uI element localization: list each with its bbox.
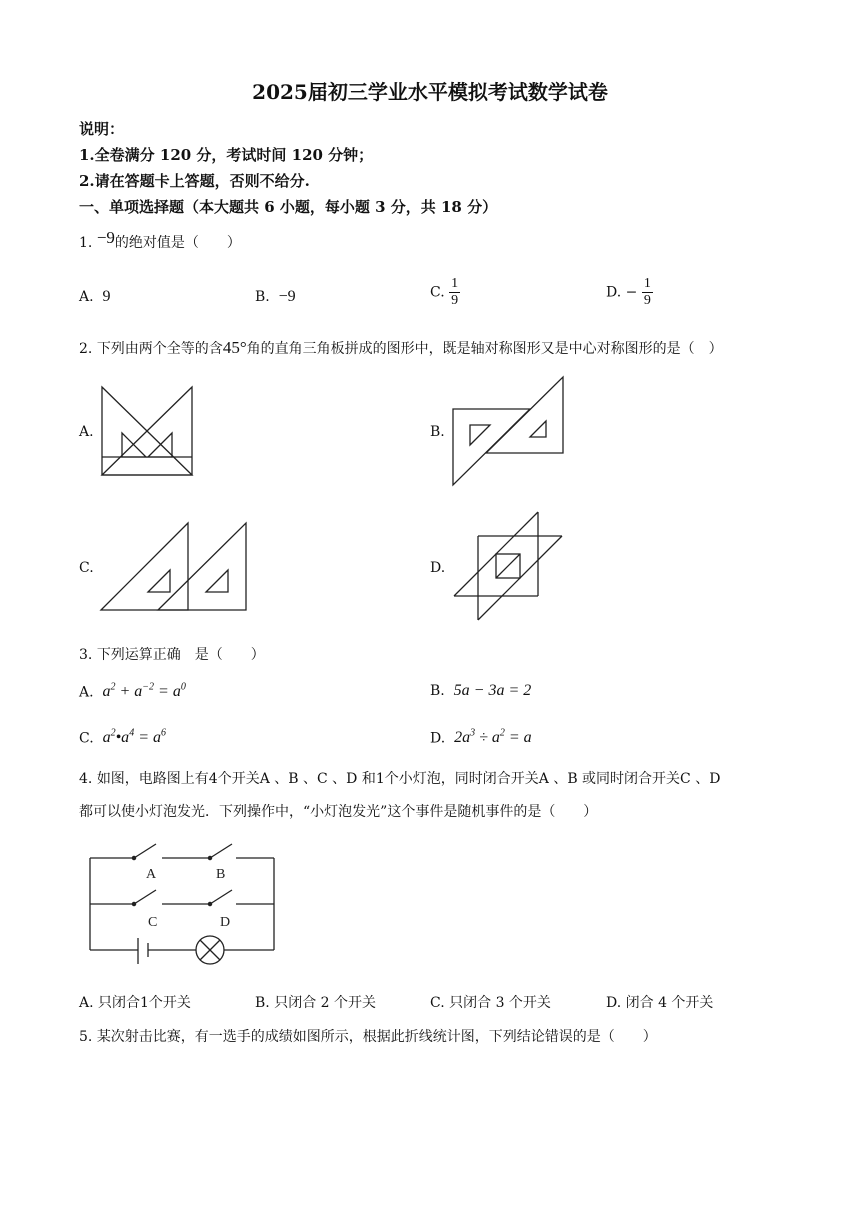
q2-figure-b <box>450 375 566 489</box>
instructions-label: 说明： <box>79 120 125 138</box>
q3-option-c: C. $a^2•a^4 = a^6$ <box>79 728 166 747</box>
q4-option-b: B. 只闭合 2 个开关 <box>255 995 376 1011</box>
question-4-line-2: 都可以使小灯泡发光．下列操作中，“小灯泡发光”这个事件是随机事件的是（ ） <box>79 804 598 820</box>
q3-d-expression: $2a^3 \div a^2 = a$ <box>454 728 532 747</box>
q1-option-a: A. 9 <box>79 288 111 305</box>
switch-label-a: A <box>146 867 157 882</box>
q2-option-d-label: D. <box>430 560 446 576</box>
q2-figure-c <box>100 520 250 614</box>
q4-option-a: A. 只闭合1个开关 <box>79 995 191 1011</box>
q1-option-d: D. − $\frac{1}{9}$ <box>606 276 651 308</box>
q3-option-b: B. 5a − 3a = 2 <box>430 682 532 699</box>
question-number: 1. <box>79 235 93 251</box>
question-4-line-1: 4. 如图，电路图上有4个开关A 、B 、C 、D 和1个小灯泡，同时闭合开关A 、B 或同时闭合开关C 、D <box>79 771 721 787</box>
question-5: 5. 某次射击比赛，有一选手的成绩如图所示，根据此折线统计图，下列结论错误的是（ ） <box>79 1029 657 1045</box>
q4-option-c: C. 只闭合 3 个开关 <box>430 995 551 1011</box>
instructions-line-1: 1.全卷满分 120 分，考试时间 120 分钟； <box>79 146 374 164</box>
q2-figure-d <box>452 510 566 624</box>
question-1 <box>79 228 241 252</box>
q3-c-expression: $a^2•a^4 = a^6$ <box>102 728 166 747</box>
switch-label-d: D <box>220 915 231 930</box>
q1-text: 的绝对值是（ ） <box>114 235 241 251</box>
instructions-line-2: 2.请在答题卡上答题，否则不给分. <box>79 172 310 190</box>
q4-circuit-diagram <box>86 842 278 970</box>
q2-option-b-label: B. <box>430 424 445 440</box>
q1-option-c: C. $\frac{1}{9}$ <box>430 276 459 308</box>
switch-label-b: B <box>216 867 226 882</box>
section-1-title: 一、单项选择题（本大题共 6 小题，每小题 3 分，共 18 分） <box>79 198 498 216</box>
fraction: $\frac{1}{9}$ <box>451 276 459 308</box>
q2-option-a-label: A. <box>79 424 94 440</box>
switch-label-c: C <box>148 915 158 930</box>
q3-option-a: A. $a^2 + a^{-2} = a^0$ <box>79 682 186 701</box>
question-2: 2. 下列由两个全等的含45°角的直角三角板拼成的图形中，既是轴对称图形又是中心对称图形的是（ ） <box>79 338 723 357</box>
q3-option-d: D. $2a^3 \div a^2 = a$ <box>430 728 532 747</box>
page-title: 2025届初三学业水平模拟考试数学试卷 <box>252 80 608 104</box>
q2-option-c-label: C. <box>79 560 94 576</box>
q2-figure-a <box>100 385 196 479</box>
q1-option-b: B. −9 <box>255 288 296 305</box>
q1-expression: −9 <box>96 228 115 247</box>
q3-a-expression: $a^2 + a^{-2} = a^0$ <box>102 682 186 701</box>
fraction: $\frac{1}{9}$ <box>643 276 651 308</box>
q4-option-d: D. 闭合 4 个开关 <box>606 995 714 1011</box>
question-3: 3. 下列运算正确 是（ ） <box>79 647 265 663</box>
